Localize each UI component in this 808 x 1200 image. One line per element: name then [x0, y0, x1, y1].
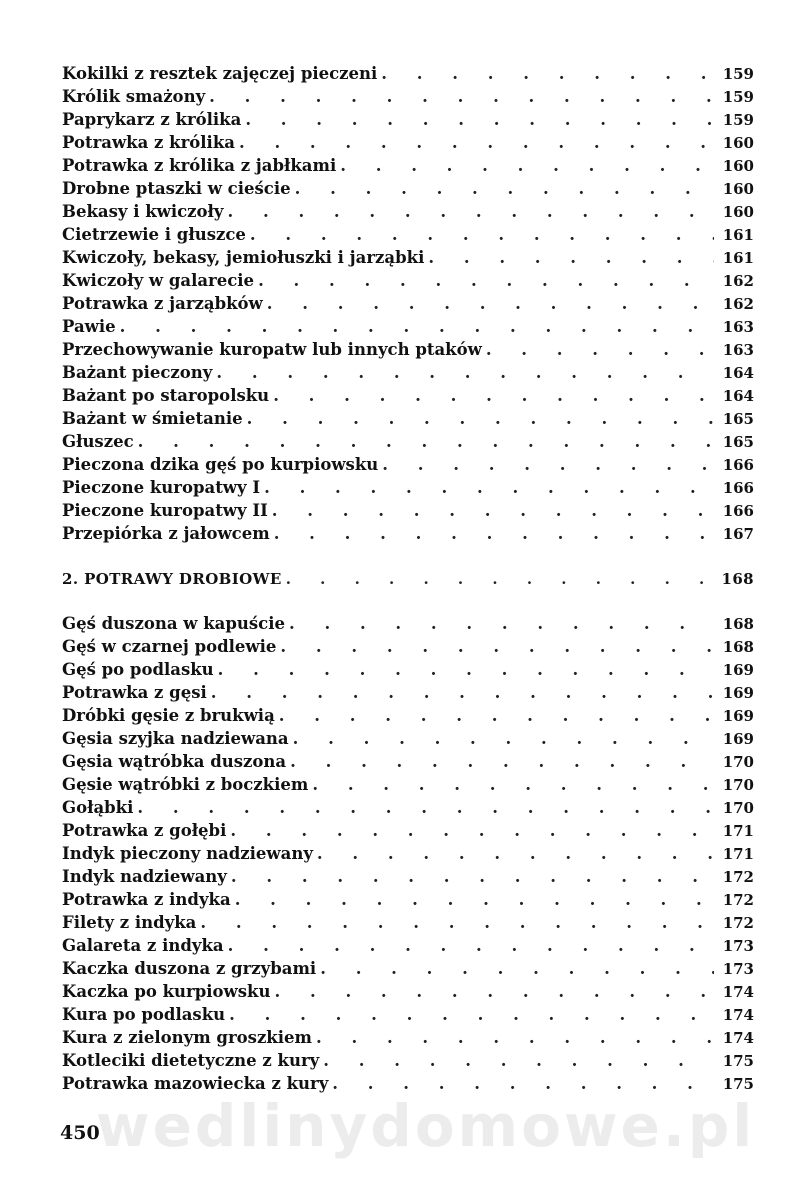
- watermark-text: wedlinydomowe.pl: [96, 1092, 756, 1160]
- toc-entry-page: 172: [722, 868, 754, 886]
- toc-entry-title: Potrawka z królika: [62, 133, 235, 152]
- toc-entry: [62, 1049, 754, 1072]
- dot-leader: [120, 315, 714, 338]
- toc-entry-page: 164: [722, 364, 754, 382]
- toc-entry-page: 172: [722, 914, 754, 932]
- toc-entry-title: Indyk pieczony nadziewany: [62, 844, 313, 863]
- dot-leader: [316, 1026, 714, 1049]
- toc-entry-page: 160: [722, 157, 754, 175]
- section-title: 2. POTRAWY DROBIOWE: [62, 570, 282, 588]
- toc-entry: [62, 1026, 754, 1049]
- toc-entry-title: Bażant w śmietanie: [62, 409, 243, 428]
- toc-entry-title: Bażant pieczony: [62, 363, 213, 382]
- dot-leader: [230, 819, 714, 842]
- dot-leader: [239, 131, 714, 154]
- dot-leader: [235, 888, 714, 911]
- toc-entry: [62, 980, 754, 1003]
- toc-entry-title: Królik smażony: [62, 87, 206, 106]
- toc-entry: [62, 430, 754, 453]
- toc-entry: [62, 200, 754, 223]
- toc-entry: [62, 62, 754, 85]
- toc-entry-title: Kokilki z resztek zajęczej pieczeni: [62, 64, 378, 83]
- toc-entry: [62, 453, 754, 476]
- dot-leader: [228, 934, 714, 957]
- toc-entry-page: 175: [722, 1075, 754, 1093]
- toc-entry-title: Kwiczoły, bekasy, jemiołuszki i jarząbki: [62, 248, 425, 267]
- toc-entry-page: 166: [722, 456, 754, 474]
- dot-leader: [231, 865, 714, 888]
- section-heading-row: [62, 568, 754, 591]
- toc-entry-page: 173: [722, 937, 754, 955]
- dot-leader: [274, 522, 714, 545]
- toc-entry-title: Potrawka z królika z jabłkami: [62, 156, 337, 175]
- dot-leader: [250, 223, 714, 246]
- toc-entry-title: Pieczone kuropatwy I: [62, 478, 261, 497]
- toc-entry-title: Przepiórka z jałowcem: [62, 524, 270, 543]
- toc-entry-title: Potrawka z gęsi: [62, 683, 207, 702]
- toc-entry-title: Kura z zielonym groszkiem: [62, 1028, 312, 1047]
- dot-leader: [289, 612, 714, 635]
- toc-entry: [62, 154, 754, 177]
- toc-entry-title: Bażant po staropolsku: [62, 386, 270, 405]
- toc-entry-page: 159: [722, 65, 754, 83]
- dot-leader: [247, 407, 714, 430]
- toc-entry: [62, 819, 754, 842]
- toc-entry: [62, 934, 754, 957]
- toc-entry: [62, 911, 754, 934]
- dot-leader: [382, 453, 714, 476]
- toc-entry: [62, 85, 754, 108]
- dot-leader: [273, 384, 714, 407]
- toc-entry-page: 160: [722, 203, 754, 221]
- toc-entry-page: 165: [722, 410, 754, 428]
- dot-leader: [340, 154, 714, 177]
- toc-entry: [62, 865, 754, 888]
- toc-entry-title: Pieczone kuropatwy II: [62, 501, 268, 520]
- toc-entry-title: Filety z indyka: [62, 913, 197, 932]
- toc-entry: [62, 750, 754, 773]
- toc-entry-page: 170: [722, 753, 754, 771]
- toc-entry-page: 174: [722, 1029, 754, 1047]
- dot-leader: [200, 911, 714, 934]
- toc-entry-page: 171: [722, 822, 754, 840]
- toc-entry-title: Pieczona dzika gęś po kurpiowsku: [62, 455, 379, 474]
- toc-entry-page: 160: [722, 134, 754, 152]
- toc-entry-title: Gęś duszona w kapuście: [62, 614, 285, 633]
- toc-entry-title: Pawie: [62, 317, 116, 336]
- section-page-number: 168: [721, 570, 754, 588]
- toc-entry-page: 163: [722, 318, 754, 336]
- dot-leader: [218, 658, 714, 681]
- toc-entry: [62, 338, 754, 361]
- toc-entry: [62, 522, 754, 545]
- toc-list-poultry-dishes: [62, 612, 754, 1095]
- toc-entry-page: 166: [722, 479, 754, 497]
- toc-entry-page: 165: [722, 433, 754, 451]
- toc-entry: [62, 177, 754, 200]
- dot-leader: [312, 773, 714, 796]
- dot-leader: [323, 1049, 714, 1072]
- toc-entry: [62, 108, 754, 131]
- dot-leader: [209, 85, 714, 108]
- toc-entry-page: 159: [722, 88, 754, 106]
- dot-leader: [293, 727, 714, 750]
- toc-entry-title: Głuszec: [62, 432, 134, 451]
- toc-entry-title: Galareta z indyka: [62, 936, 224, 955]
- toc-entry: [62, 499, 754, 522]
- dot-leader: [229, 1003, 714, 1026]
- dot-leader: [290, 750, 714, 773]
- toc-entry-page: 175: [722, 1052, 754, 1070]
- dot-leader: [137, 796, 714, 819]
- dot-leader: [245, 108, 714, 131]
- toc-entry: [62, 292, 754, 315]
- toc-list-game-dishes: [62, 62, 754, 545]
- dot-leader: [428, 246, 714, 269]
- toc-entry: [62, 727, 754, 750]
- toc-entry: [62, 223, 754, 246]
- toc-entry-title: Gęsia wątróbka duszona: [62, 752, 287, 771]
- toc-entry-title: Potrawka z gołębi: [62, 821, 227, 840]
- toc-entry-page: 172: [722, 891, 754, 909]
- toc-entry-page: 162: [722, 295, 754, 313]
- dot-leader: [267, 292, 714, 315]
- toc-entry: [62, 246, 754, 269]
- dot-leader: [258, 269, 714, 292]
- toc-entry: [62, 407, 754, 430]
- toc-entry: [62, 361, 754, 384]
- toc-entry-page: 163: [722, 341, 754, 359]
- toc-entry: [62, 612, 754, 635]
- toc-entry-page: 166: [722, 502, 754, 520]
- toc-entry-title: Drobne ptaszki w cieście: [62, 179, 291, 198]
- toc-entry-page: 168: [722, 638, 754, 656]
- toc-entry-title: Indyk nadziewany: [62, 867, 227, 886]
- toc-entry-page: 162: [722, 272, 754, 290]
- toc-entry-title: Gęś po podlasku: [62, 660, 214, 679]
- toc-entry: [62, 1003, 754, 1026]
- toc-entry-title: Potrawka z jarząbków: [62, 294, 263, 313]
- dot-leader: [216, 361, 714, 384]
- dot-leader: [320, 957, 714, 980]
- toc-entry-page: 160: [722, 180, 754, 198]
- dot-leader: [486, 338, 714, 361]
- toc-entry-page: 161: [722, 226, 754, 244]
- toc-entry-title: Przechowywanie kuropatw lub innych ptaków: [62, 340, 482, 359]
- toc-entry: [62, 681, 754, 704]
- toc-entry-page: 171: [722, 845, 754, 863]
- dot-leader: [211, 681, 714, 704]
- toc-entry-page: 168: [722, 615, 754, 633]
- dot-leader: [381, 62, 714, 85]
- page-number: 450: [60, 1122, 100, 1144]
- toc-entry: [62, 796, 754, 819]
- toc-entry-title: Potrawka z indyka: [62, 890, 231, 909]
- toc-entry-page: 174: [722, 983, 754, 1001]
- toc-entry: [62, 842, 754, 865]
- toc-entry-page: 174: [722, 1006, 754, 1024]
- toc-entry-page: 169: [722, 684, 754, 702]
- toc-entry-title: Cietrzewie i głuszce: [62, 225, 246, 244]
- toc-entry-page: 173: [722, 960, 754, 978]
- toc-entry: [62, 658, 754, 681]
- toc-entry-title: Kaczka duszona z grzybami: [62, 959, 317, 978]
- toc-entry: [62, 269, 754, 292]
- toc-entry-title: Paprykarz z królika: [62, 110, 242, 129]
- toc-entry-title: Bekasy i kwiczoły: [62, 202, 224, 221]
- toc-entry: [62, 131, 754, 154]
- dot-leader: [295, 177, 714, 200]
- toc-entry-page: 169: [722, 730, 754, 748]
- toc-entry-page: 164: [722, 387, 754, 405]
- toc-entry-page: 161: [722, 249, 754, 267]
- dot-leader: [264, 476, 714, 499]
- toc-entry-title: Gęś w czarnej podlewie: [62, 637, 277, 656]
- toc-entry: [62, 773, 754, 796]
- toc-entry-page: 170: [722, 776, 754, 794]
- toc-entry-page: 159: [722, 111, 754, 129]
- dot-leader: [286, 568, 714, 591]
- toc-entry-title: Gęsia szyjka nadziewana: [62, 729, 289, 748]
- dot-leader: [317, 842, 714, 865]
- toc-entry: [62, 476, 754, 499]
- toc-entry: [62, 957, 754, 980]
- toc-entry-title: Kwiczoły w galarecie: [62, 271, 255, 290]
- toc-entry-title: Kotleciki dietetyczne z kury: [62, 1051, 320, 1070]
- toc-entry-page: 167: [722, 525, 754, 543]
- dot-leader: [272, 499, 714, 522]
- toc-entry-title: Potrawka mazowiecka z kury: [62, 1074, 329, 1093]
- toc-entry-page: 170: [722, 799, 754, 817]
- dot-leader: [227, 200, 714, 223]
- toc-entry-title: Kura po podlasku: [62, 1005, 226, 1024]
- toc-entry: [62, 315, 754, 338]
- toc-section-heading: [62, 568, 754, 591]
- toc-entry: [62, 384, 754, 407]
- toc-entry-title: Gołąbki: [62, 798, 134, 817]
- toc-entry-page: 169: [722, 707, 754, 725]
- toc-entry-title: Kaczka po kurpiowsku: [62, 982, 271, 1001]
- toc-entry: [62, 635, 754, 658]
- toc-entry: [62, 888, 754, 911]
- toc-entry-page: 169: [722, 661, 754, 679]
- dot-leader: [279, 704, 714, 727]
- toc-entry-title: Gęsie wątróbki z boczkiem: [62, 775, 309, 794]
- toc-entry-title: Dróbki gęsie z brukwią: [62, 706, 275, 725]
- dot-leader: [274, 980, 714, 1003]
- dot-leader: [280, 635, 714, 658]
- toc-entry: [62, 704, 754, 727]
- dot-leader: [138, 430, 714, 453]
